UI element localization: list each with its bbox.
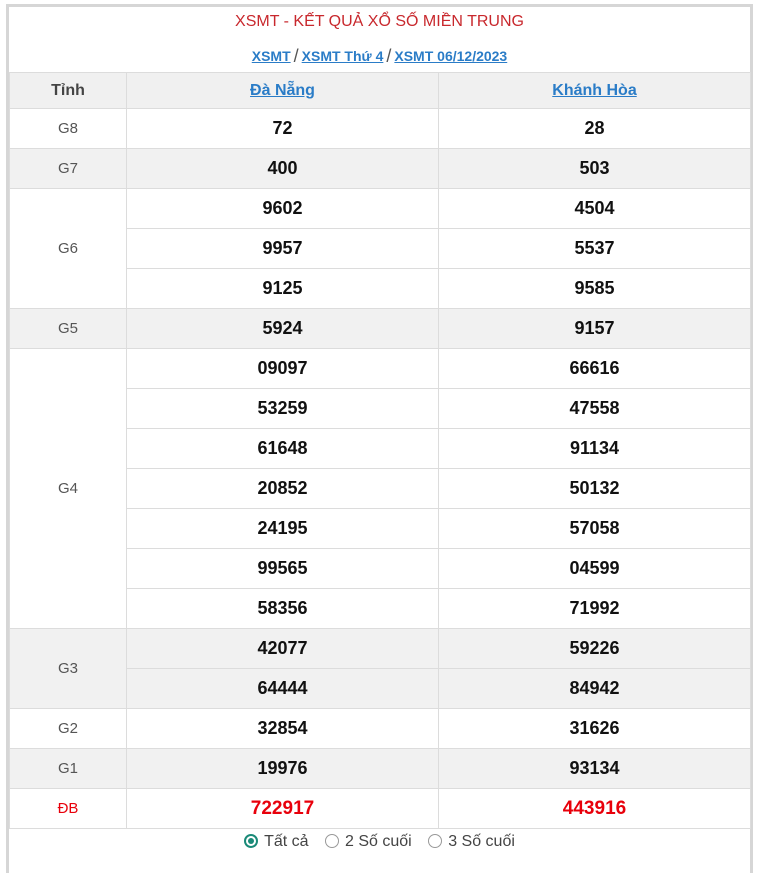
filter-option-label: 2 Số cuối xyxy=(345,833,412,850)
prize-label: G5 xyxy=(10,309,127,349)
result-da-nang: 32854 xyxy=(127,709,439,749)
result-da-nang: 20852 xyxy=(127,469,439,509)
result-da-nang: 19976 xyxy=(127,749,439,789)
table-header-row xyxy=(10,73,751,109)
result-da-nang: 58356 xyxy=(127,589,439,629)
table-row-g2 xyxy=(10,709,751,749)
prize-label: G3 xyxy=(10,629,127,709)
radio-icon[interactable] xyxy=(428,834,442,848)
result-khanh-hoa: 59226 xyxy=(439,629,751,669)
filter-option-label: Tất cả xyxy=(264,833,309,850)
result-da-nang: 09097 xyxy=(127,349,439,389)
results-panel xyxy=(6,4,753,873)
filter-option-label: 3 Số cuối xyxy=(448,833,515,850)
filter-option-3-digits[interactable] xyxy=(428,833,515,851)
result-da-nang: 99565 xyxy=(127,549,439,589)
prize-label: G7 xyxy=(10,149,127,189)
results-table xyxy=(9,72,751,829)
breadcrumb-separator: / xyxy=(293,46,299,66)
table-row-g3 xyxy=(10,629,751,669)
radio-selected-icon[interactable] xyxy=(244,834,258,848)
prize-label: G2 xyxy=(10,709,127,749)
header-da-nang xyxy=(127,73,439,109)
breadcrumb-link-weekday[interactable]: XSMT Thứ 4 xyxy=(301,48,384,64)
result-khanh-hoa: 84942 xyxy=(439,669,751,709)
result-da-nang: 61648 xyxy=(127,429,439,469)
province-link-khanh-hoa[interactable]: Khánh Hòa xyxy=(552,81,637,99)
filter-option-all[interactable] xyxy=(244,833,308,851)
result-khanh-hoa: 31626 xyxy=(439,709,751,749)
page-title: XSMT - KẾT QUẢ XỔ SỐ MIỀN TRUNG xyxy=(235,13,524,30)
table-row-g8 xyxy=(10,109,751,149)
result-khanh-hoa: 04599 xyxy=(439,549,751,589)
table-row-g7 xyxy=(10,149,751,189)
result-khanh-hoa: 47558 xyxy=(439,389,751,429)
table-row-g6 xyxy=(10,189,751,229)
breadcrumb-link-xsmt[interactable]: XSMT xyxy=(251,48,291,64)
result-khanh-hoa: 50132 xyxy=(439,469,751,509)
result-khanh-hoa: 9157 xyxy=(439,309,751,349)
result-da-nang: 400 xyxy=(127,149,439,189)
filter-option-2-digits[interactable] xyxy=(325,833,412,851)
result-khanh-hoa: 91134 xyxy=(439,429,751,469)
result-da-nang: 72 xyxy=(127,109,439,149)
result-khanh-hoa: 5537 xyxy=(439,229,751,269)
breadcrumb-link-date[interactable]: XSMT 06/12/2023 xyxy=(394,48,508,64)
result-da-nang: 9125 xyxy=(127,269,439,309)
result-khanh-hoa: 28 xyxy=(439,109,751,149)
header-khanh-hoa xyxy=(439,73,751,109)
result-khanh-hoa: 93134 xyxy=(439,749,751,789)
prize-label: ĐB xyxy=(10,789,127,829)
prize-label: G1 xyxy=(10,749,127,789)
result-khanh-hoa: 57058 xyxy=(439,509,751,549)
table-row-g1 xyxy=(10,749,751,789)
breadcrumb-separator: / xyxy=(386,46,392,66)
province-link-da-nang[interactable]: Đà Nẵng xyxy=(250,81,315,99)
digit-filter xyxy=(0,833,759,851)
prize-label: G8 xyxy=(10,109,127,149)
result-khanh-hoa: 4504 xyxy=(439,189,751,229)
prize-label: G6 xyxy=(10,189,127,309)
radio-icon[interactable] xyxy=(325,834,339,848)
result-da-nang: 9602 xyxy=(127,189,439,229)
special-prize-khanh-hoa: 443916 xyxy=(439,789,751,829)
table-row-g4 xyxy=(10,349,751,389)
result-khanh-hoa: 71992 xyxy=(439,589,751,629)
table-row-g5 xyxy=(10,309,751,349)
result-da-nang: 64444 xyxy=(127,669,439,709)
result-khanh-hoa: 9585 xyxy=(439,269,751,309)
prize-label: G4 xyxy=(10,349,127,629)
result-da-nang: 24195 xyxy=(127,509,439,549)
header-province: Tỉnh xyxy=(10,73,127,109)
result-da-nang: 9957 xyxy=(127,229,439,269)
result-da-nang: 53259 xyxy=(127,389,439,429)
result-da-nang: 42077 xyxy=(127,629,439,669)
special-prize-da-nang: 722917 xyxy=(127,789,439,829)
result-khanh-hoa: 66616 xyxy=(439,349,751,389)
breadcrumb xyxy=(9,45,750,66)
result-da-nang: 5924 xyxy=(127,309,439,349)
table-row-special xyxy=(10,789,751,829)
result-khanh-hoa: 503 xyxy=(439,149,751,189)
